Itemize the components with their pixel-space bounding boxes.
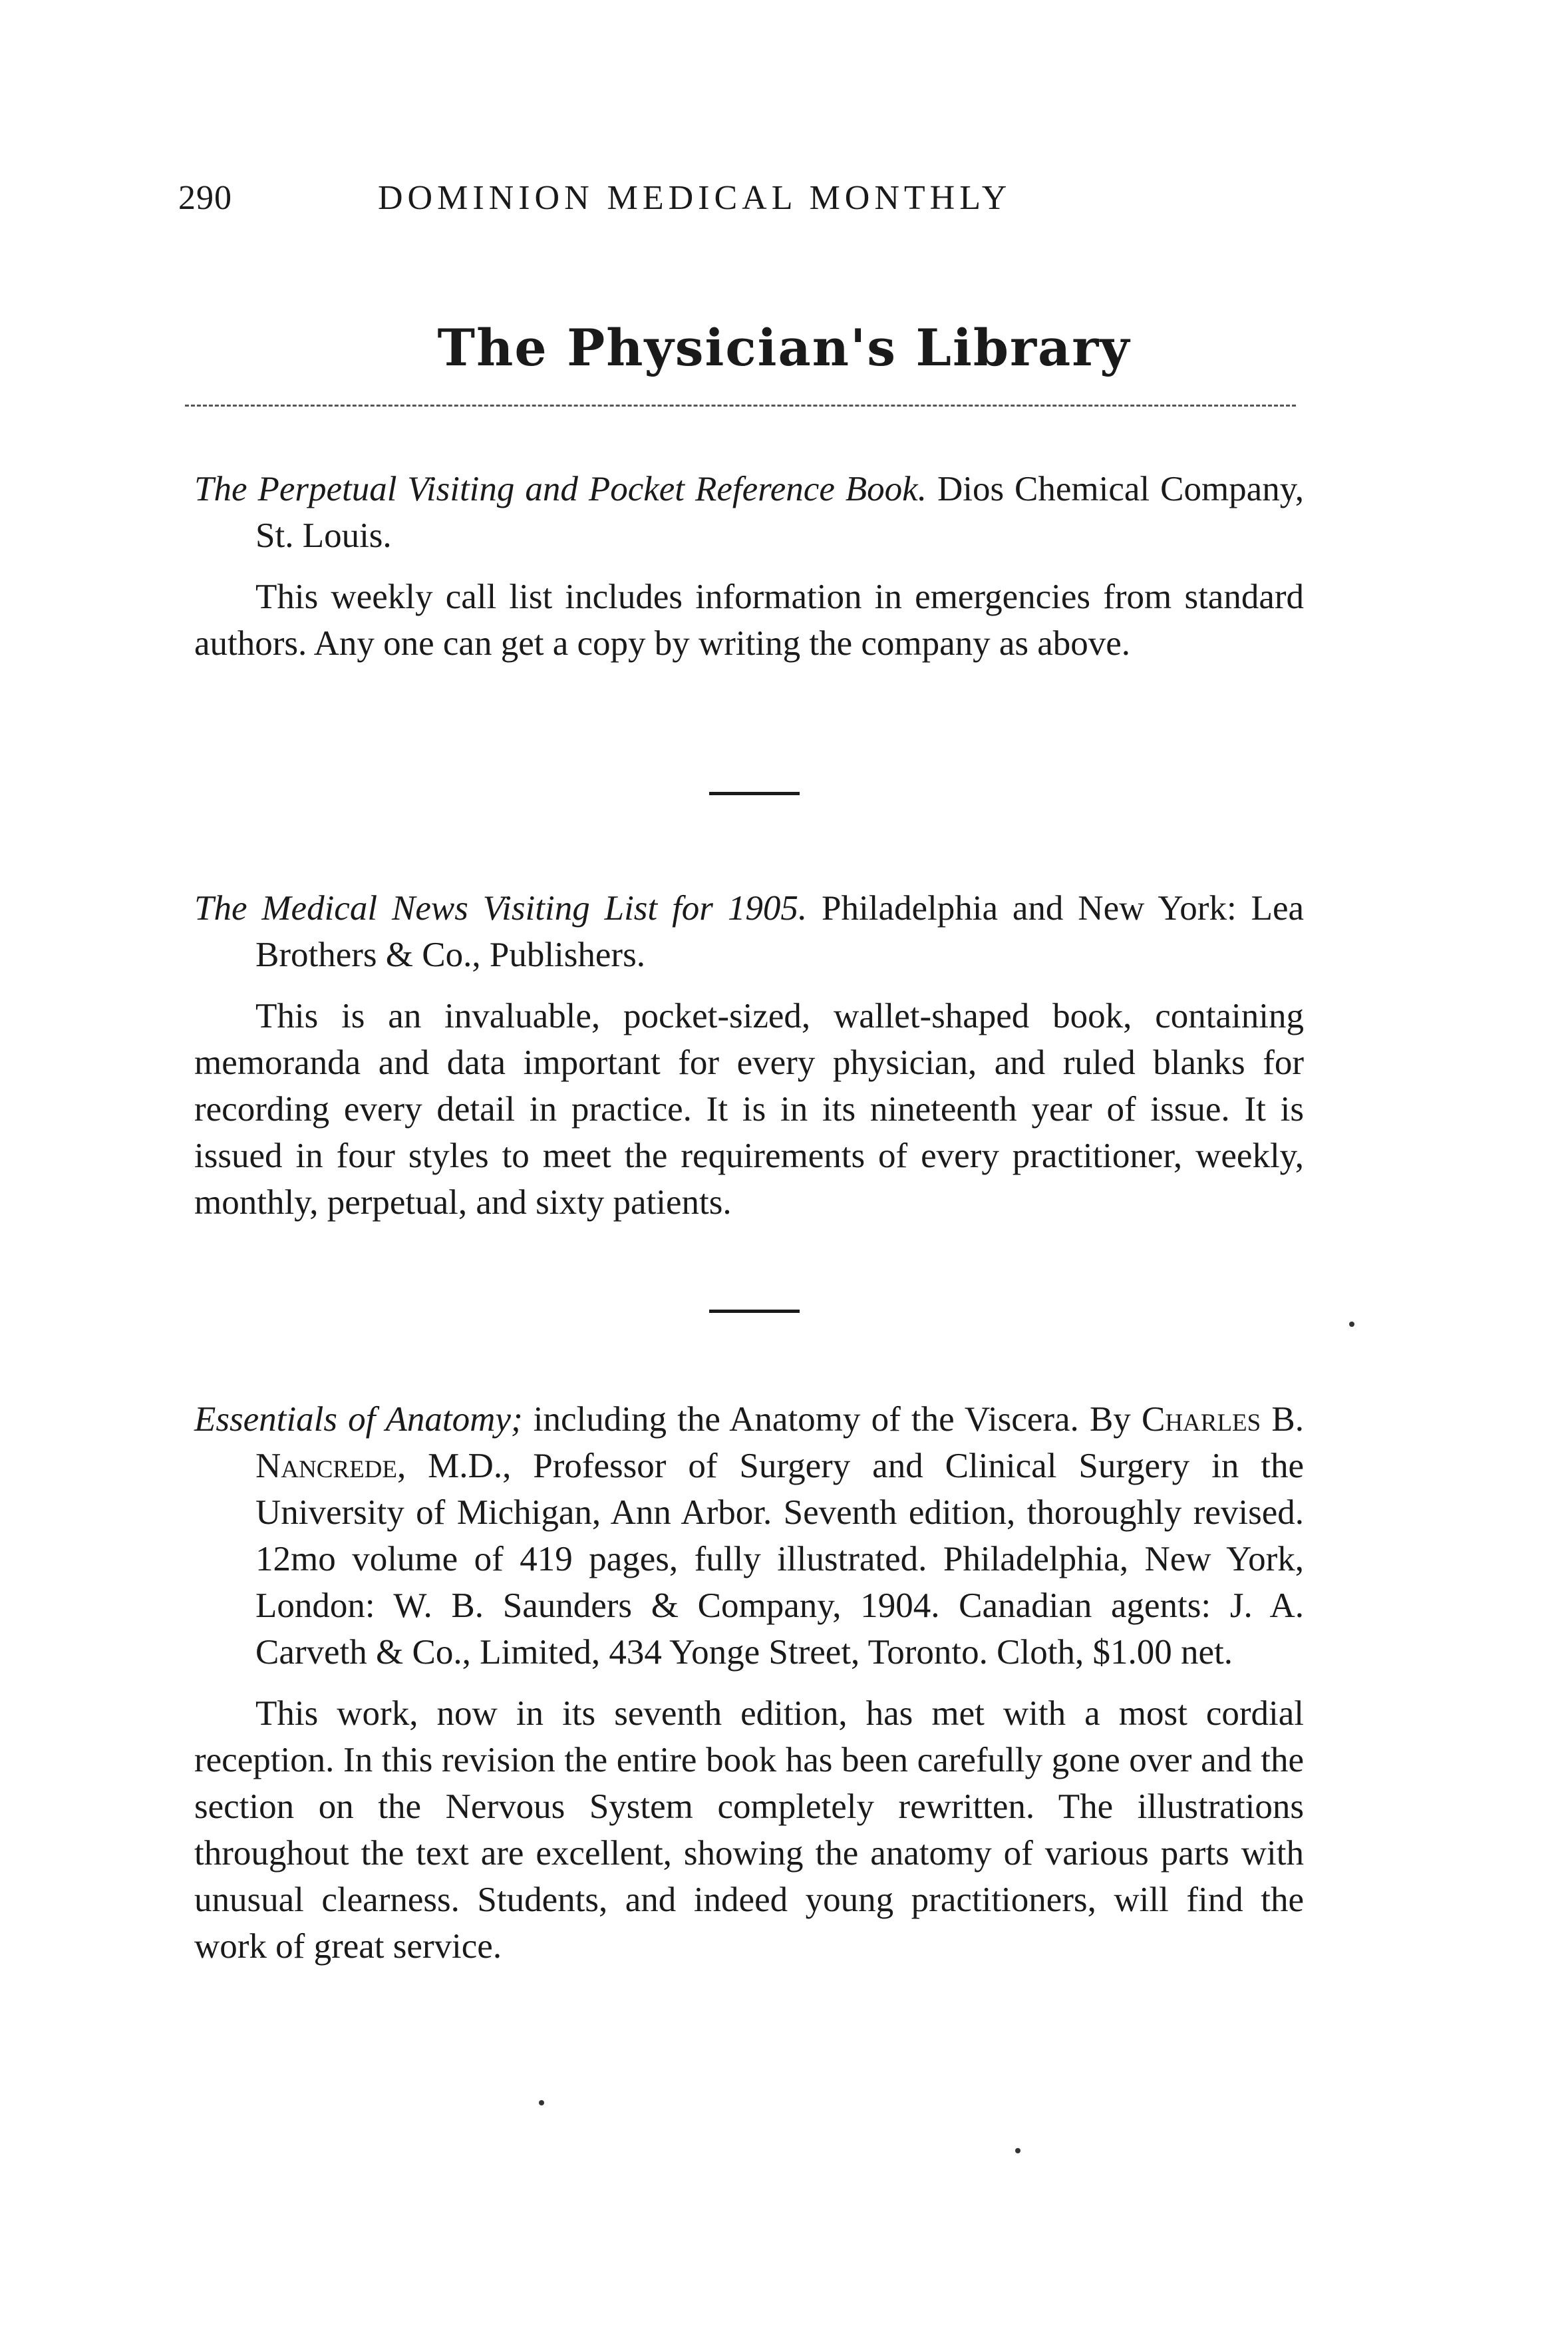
- review-text: This is an invaluable, pocket-sized, wallet-shaped book, containing memoranda and data important for every physician, and ruled blanks for recording every detail in practice. It is in its nineteenth year of issue. It is issued in four styles to meet the requirements of every practitioner, weekly, monthly, perpetual, and sixty patients.: [194, 997, 1304, 1222]
- print-speck: [539, 2100, 544, 2105]
- citation: [194, 885, 1304, 978]
- publication-details: , M.D., Professor of Surgery and Clinical Surgery in the University of Michigan, Ann Arbor. Seventh edition, thoroughly revised. 12mo volume of 419 pages, fully illustrated. Philadelphia, New York, London: W. B. Saunders & Company, 1904. Canadian agents: J. A. Carveth & Co., Limited, 434 Yonge Street, Toronto. Cloth, $1.00 net.: [255, 1447, 1304, 1672]
- book-subtitle: including the Anatomy of the Viscera.: [533, 1400, 1079, 1439]
- separator-rule: [709, 1310, 800, 1313]
- separator-rule: [709, 792, 800, 795]
- author-name: Charles B. Nancrede: [255, 1400, 1304, 1485]
- book-title: Essentials of Anatomy;: [194, 1400, 523, 1439]
- print-speck: [1349, 1322, 1354, 1327]
- citation: [194, 466, 1304, 559]
- by-label: By: [1089, 1400, 1131, 1439]
- decorative-dashed-rule: [185, 405, 1296, 407]
- running-head: DOMINION MEDICAL MONTHLY: [378, 179, 1012, 217]
- section-title: The Physician's Library: [437, 318, 1131, 377]
- print-speck: [1015, 2148, 1020, 2153]
- book-entry-1: [194, 466, 1304, 667]
- publisher: Dios Chemical Company, St. Louis.: [255, 470, 1304, 555]
- review-text: This weekly call list includes information in emergencies from standard authors. Any one can get a copy by writing the company as above.: [194, 578, 1304, 663]
- publisher: Philadelphia and New York: Lea Brothers & Co., Publishers.: [255, 889, 1305, 974]
- book-entry-2: [194, 885, 1304, 1226]
- book-title: The Medical News Visiting List for 1905.: [194, 889, 808, 928]
- book-title: The Perpetual Visiting and Pocket Reference Book.: [194, 470, 927, 508]
- book-entry-3: [194, 1396, 1304, 1970]
- citation: [194, 1396, 1304, 1676]
- review-text: This work, now in its seventh edition, has met with a most cordial reception. In this revision the entire book has been carefully gone over and the section on the Nervous System completely rewritten. The illustrations throughout the text are excellent, showing the anatomy of various parts with unusual clearness. Students, and indeed young practitioners, will find the work of great service.: [194, 1694, 1304, 1966]
- page-number: 290: [178, 179, 232, 217]
